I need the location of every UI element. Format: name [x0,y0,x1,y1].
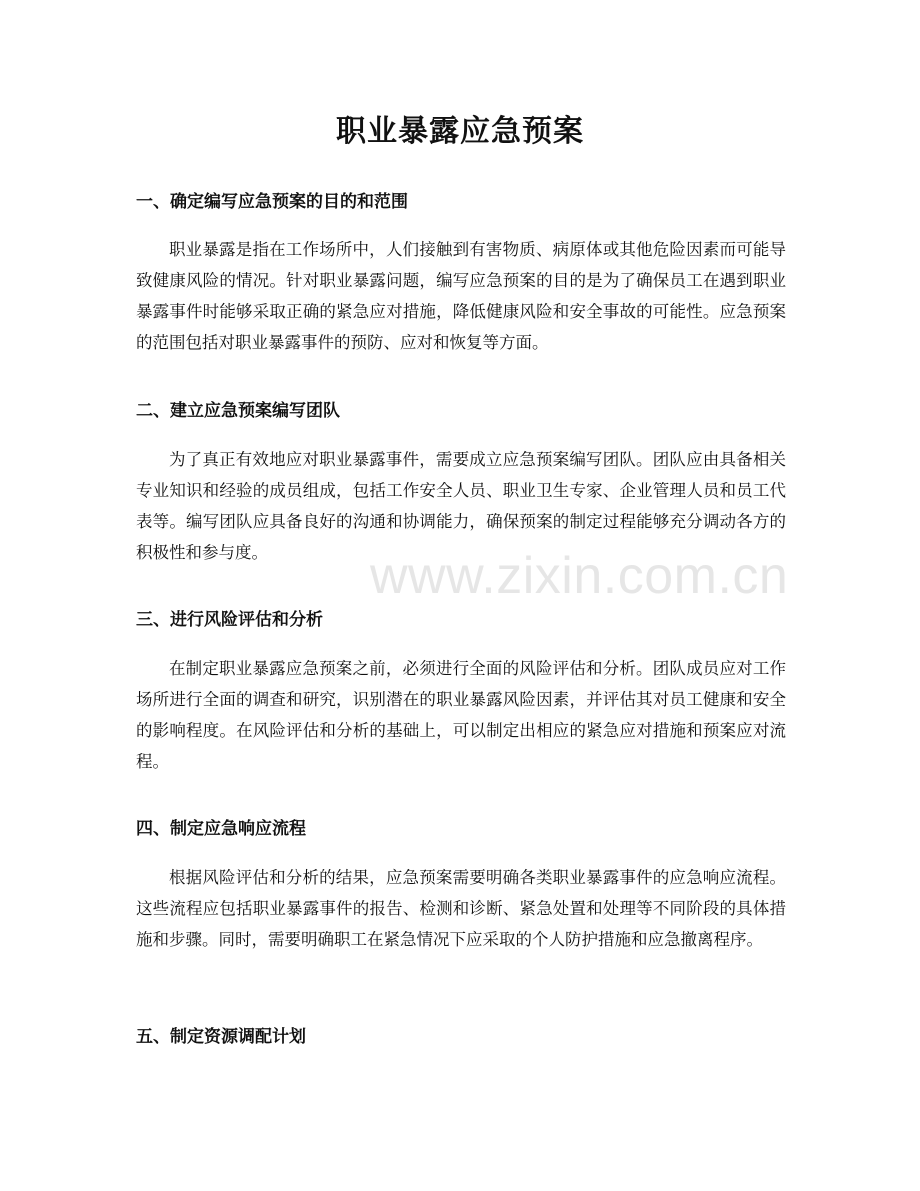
section-1-heading: 一、确定编写应急预案的目的和范围 [136,192,408,212]
section-1-body: 职业暴露是指在工作场所中，人们接触到有害物质、病原体或其他危险因素而可能导致健康风险的情况。针对职业暴露问题，编写应急预案的目的是为了确保员工在遇到职业暴露事件时能够采取正确的紧急应对措施，降低健康风险和安全事故的可能性。应急预案的范围包括对职业暴露事件的预防、应对和恢复等方面。 [136,240,786,352]
watermark: www.zixin.com.cn [370,547,789,605]
section-4-body: 根据风险评估和分析的结果，应急预案需要明确各类职业暴露事件的应急响应流程。这些流程应包括职业暴露事件的报告、检测和诊断、紧急处置和处理等不同阶段的具体措施和步骤。同时，需要明确职工在紧急情况下应采取的个人防护措施和应急撤离程序。 [136,868,786,949]
section-4-heading: 四、制定应急响应流程 [136,819,306,839]
section-3-heading: 三、进行风险评估和分析 [136,610,323,630]
section-5-heading: 五、制定资源调配计划 [136,1027,306,1047]
section-3-body: 在制定职业暴露应急预案之前，必须进行全面的风险评估和分析。团队成员应对工作场所进行全面的调查和研究，识别潜在的职业暴露风险因素，并评估其对员工健康和安全的影响程度。在风险评估和分析的基础上，可以制定出相应的紧急应对措施和预案应对流程。 [136,659,786,771]
section-2-body: 为了真正有效地应对职业暴露事件，需要成立应急预案编写团队。团队应由具备相关专业知识和经验的成员组成，包括工作安全人员、职业卫生专家、企业管理人员和员工代表等。编写团队应具备良好的沟通和协调能力，确保预案的制定过程能够充分调动各方的积极性和参与度。 [136,450,786,562]
document-title: 职业暴露应急预案 [336,114,584,149]
section-2-heading: 二、建立应急预案编写团队 [136,401,340,421]
